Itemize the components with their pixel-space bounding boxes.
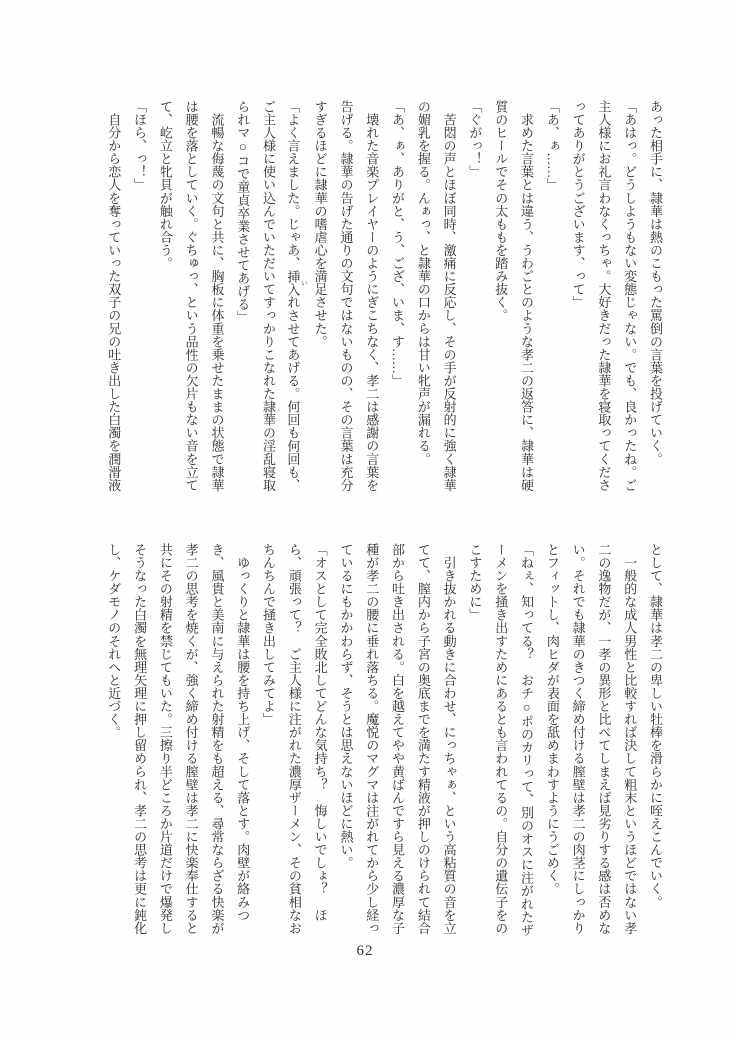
text-column: 告げる。隷華の告げた通りの文句ではないものの、その言葉は充分 bbox=[338, 100, 354, 492]
text-column: として、隷華は孝二の卑しい牡棒を滑らかに咥えこんでいく。 bbox=[648, 543, 663, 909]
text-column: 「あ、ぁ、ありがと、う、ござ、いま、す……」 bbox=[390, 100, 406, 388]
text-column: 「ほら、っ！」 bbox=[132, 100, 148, 192]
text-column: 流暢な侮蔑の文句と共に、胸板に体重を乗せたままの状態で隷華 bbox=[209, 100, 225, 492]
text-column: 主人様にお礼言わなくっちゃ。大好きだった隷華を寝取ってくださ bbox=[596, 100, 612, 492]
text-column: てて、膣内から子宮の奥底までを満たす精液が押しのけられて結合 bbox=[415, 543, 431, 935]
text-column: ら、頑張って？ ご主人様に注がれた濃厚ザーメン、その貧相なお bbox=[286, 543, 302, 935]
text-segment: れさせてあげる。何回も何回も、 bbox=[285, 295, 301, 492]
text-column: 苦悶の声とほぼ同時、激痛に反応し、その手が反射的に強く隷華 bbox=[441, 100, 457, 492]
ruby-base: 挿入 bbox=[285, 269, 301, 296]
text-column: 「オスとして完全敗北してどんな気持ち？ 悔しいでしょ？ ほ bbox=[312, 543, 328, 922]
top-text-block bbox=[100, 100, 668, 492]
text-column: 「ねぇ、知ってる？ おチ○ポのカリって、別のオスに注がれたザ bbox=[519, 543, 535, 937]
text-column: 種が孝二の腰に垂れ落ちる。魔悦のマグマは注がれてから少し経っ bbox=[364, 543, 380, 935]
text-column: 自分から恋人を奪っていった双子の兄の吐き出した白濁を潤滑液 bbox=[106, 100, 122, 492]
text-column: そうなった白濁を無理矢理に押し留められ、孝二の思考は更に鈍化 bbox=[132, 543, 148, 935]
text-column: ご主人様に使い込んでいただいてすっかりこなれた隷華の淫乱寝取 bbox=[261, 100, 277, 492]
text-column: ているにもかかわらず、そうとは思えないほどに熱い。 bbox=[338, 543, 354, 870]
text-column: とフィットし、肉ヒダが表面を舐めまわすようにうごめく。 bbox=[544, 543, 560, 896]
text-column: 「あ、ぁ……」 bbox=[544, 100, 560, 192]
text-column: い。それでも隷華のきつく締め付ける膣壁は孝二の肉茎にしっかり bbox=[570, 543, 586, 935]
text-column: 壊れた音楽プレイヤーのようにぎこちなく、孝二は感謝の言葉を bbox=[364, 100, 380, 492]
text-column: 共にその射精を禁じてもいた。三擦り半どころか片道だけで爆発し bbox=[157, 543, 173, 935]
text-column: 引き抜かれる動きに合わせ、にっちゃぁ、という高粘質の音を立 bbox=[441, 543, 457, 935]
text-column-with-ruby bbox=[281, 100, 307, 492]
text-column: ちんちんで掻き出してみてよ」 bbox=[261, 543, 277, 726]
text-column: 質のヒールでその太ももを踏み抜く。 bbox=[493, 100, 509, 322]
text-column: は腰を落としていく。ぐちゅっ、という品性の欠片もない音を立て bbox=[183, 100, 199, 492]
text-column: 「ぐがっ！」 bbox=[467, 100, 483, 179]
bottom-text-block bbox=[100, 543, 668, 935]
text-column: 二の逸物だが、一孝の異形と比べてしまえば見劣りする感は否めな bbox=[596, 543, 612, 935]
text-column: 部から吐き出される。白を越えてやや黄ばんですら見える濃厚な子 bbox=[390, 543, 406, 935]
text-column: ってありがとうございます、って」 bbox=[570, 100, 586, 309]
ruby-annotation bbox=[285, 269, 307, 296]
text-column: あった相手に、隷華は熱のこもった罵倒の言葉を投げていく。 bbox=[648, 100, 663, 466]
text-column: 一般的な成人男性と比較すれば決して粗末というほどではない孝 bbox=[622, 543, 638, 935]
text-column: ゆっくりと隷華は腰を持ち上げ、そして落とす。肉壁が絡みつ bbox=[235, 543, 251, 922]
text-column: 孝二の思考を焼くが、強く締め付ける膣壁は孝二に快楽奉仕すると bbox=[183, 543, 199, 935]
text-column: すぎるほどに隷華の嗜虐心を満足させた。 bbox=[312, 100, 328, 348]
text-column: の媚乳を握る。んぁっ、と隷華の口からは甘い牝声が漏れる。 bbox=[415, 100, 431, 466]
text-column: こすために」 bbox=[467, 543, 483, 622]
text-column: ーメンを掻き出すためにあるとも言われてるの。自分の遺伝子をの bbox=[493, 543, 509, 935]
text-column: き、風貴と美南に与えられた射精をも超える、尋常ならざる快楽が bbox=[209, 543, 225, 935]
text-column: 求めた言葉とは違う、うわごとのような孝二の返答に、隷華は硬 bbox=[519, 100, 535, 492]
text-segment: 「よく言えました。じゃあ、 bbox=[285, 100, 301, 270]
page-number: 62 bbox=[356, 943, 374, 959]
text-column: て、屹立と牝貝が触れ合う。 bbox=[157, 100, 173, 270]
text-column: 「あはっ。どうしようもない変態じゃない。でも、良かったね。ご bbox=[622, 100, 638, 492]
furigana-text: い bbox=[299, 269, 307, 296]
text-column: られマ○コで童貞卒業させてあげる」 bbox=[235, 100, 251, 324]
text-column: し、ケダモノのそれへと近づく。 bbox=[106, 543, 122, 739]
